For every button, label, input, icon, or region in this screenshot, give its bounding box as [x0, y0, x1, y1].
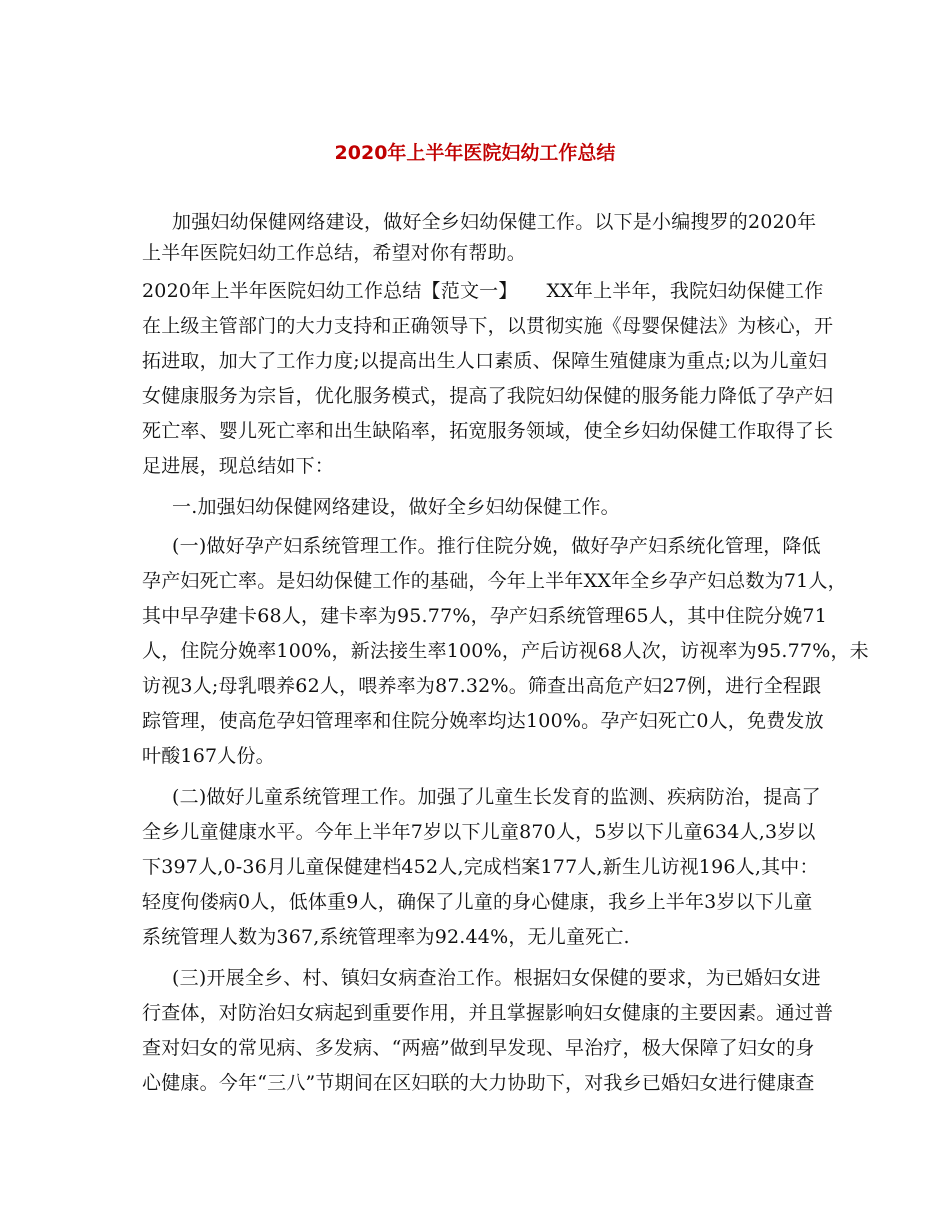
text-line: 其中早孕建卡68人，建卡率为95.77%，孕产妇系统管理65人，其中住院分娩71	[142, 605, 827, 627]
text-line: 加强妇幼保健网络建设，做好全乡妇幼保健工作。以下是小编搜罗的2020年	[172, 211, 817, 233]
text-line: 孕产妇死亡率。是妇幼保健工作的基础，今年上半年XX年全乡孕产妇总数为71人，	[142, 570, 847, 592]
text-line: (三)开展全乡、村、镇妇女病查治工作。根据妇女保健的要求，为已婚妇女进	[172, 967, 821, 989]
text-line: 访视3人;母乳喂养62人，喂养率为87.32%。筛查出高危产妇27例，进行全程跟	[142, 675, 822, 697]
text-line: (二)做好儿童系统管理工作。加强了儿童生长发育的监测、疾病防治，提高了	[172, 786, 821, 808]
text-line: 下397人,0-36月儿童保健建档452人,完成档案177人,新生儿访视196人,其中：	[142, 856, 819, 878]
text-line: 查对妇女的常见病、多发病、“两癌”做到早发现、早治疗，极大保障了妇女的身	[142, 1037, 815, 1059]
text-line: 拓进取，加大了工作力度;以提高出生人口素质、保障生殖健康为重点;以为儿童妇	[142, 350, 828, 372]
text-line: 系统管理人数为367,系统管理率为92.44%，无儿童死亡.	[142, 926, 630, 948]
text-line: 轻度佝偻病0人，低体重9人，确保了儿童的身心健康，我乡上半年3岁以下儿童	[142, 891, 813, 913]
text-line: 死亡率、婴儿死亡率和出生缺陷率，拓宽服务领域，使全乡妇幼保健工作取得了长	[142, 420, 834, 442]
text-line: 叶酸167人份。	[142, 745, 275, 767]
document-title: 2020年上半年医院妇幼工作总结	[334, 142, 616, 164]
text-line: 踪管理，使高危孕妇管理率和住院分娩率均达100%。孕产妇死亡0人，免费发放	[142, 710, 824, 732]
text-line: 人，住院分娩率100%，新法接生率100%，产后访视68人次，访视率为95.77%，未	[142, 640, 869, 662]
text-line: 足进展，现总结如下：	[142, 455, 335, 477]
text-line: 上半年医院妇幼工作总结，希望对你有帮助。	[142, 242, 527, 264]
text-line: 2020年上半年医院妇幼工作总结【范文一】 XX年上半年，我院妇幼保健工作	[142, 280, 824, 302]
text-line: 行查体，对防治妇女病起到重要作用，并且掌握影响妇女健康的主要因素。通过普	[142, 1002, 834, 1024]
text-line: 心健康。今年“三八”节期间在区妇联的大力协助下，对我乡已婚妇女进行健康查	[142, 1072, 815, 1094]
section-heading: 一.加强妇幼保健网络建设，做好全乡妇幼保健工作。	[172, 496, 620, 518]
text-line: 全乡儿童健康水平。今年上半年7岁以下儿童870人，5岁以下儿童634人,3岁以	[142, 821, 816, 843]
text-line: 在上级主管部门的大力支持和正确领导下，以贯彻实施《母婴保健法》为核心，开	[142, 315, 834, 337]
text-line: 女健康服务为宗旨，优化服务模式，提高了我院妇幼保健的服务能力降低了孕产妇	[142, 385, 834, 407]
text-line: (一)做好孕产妇系统管理工作。推行住院分娩，做好孕产妇系统化管理，降低	[172, 535, 821, 557]
